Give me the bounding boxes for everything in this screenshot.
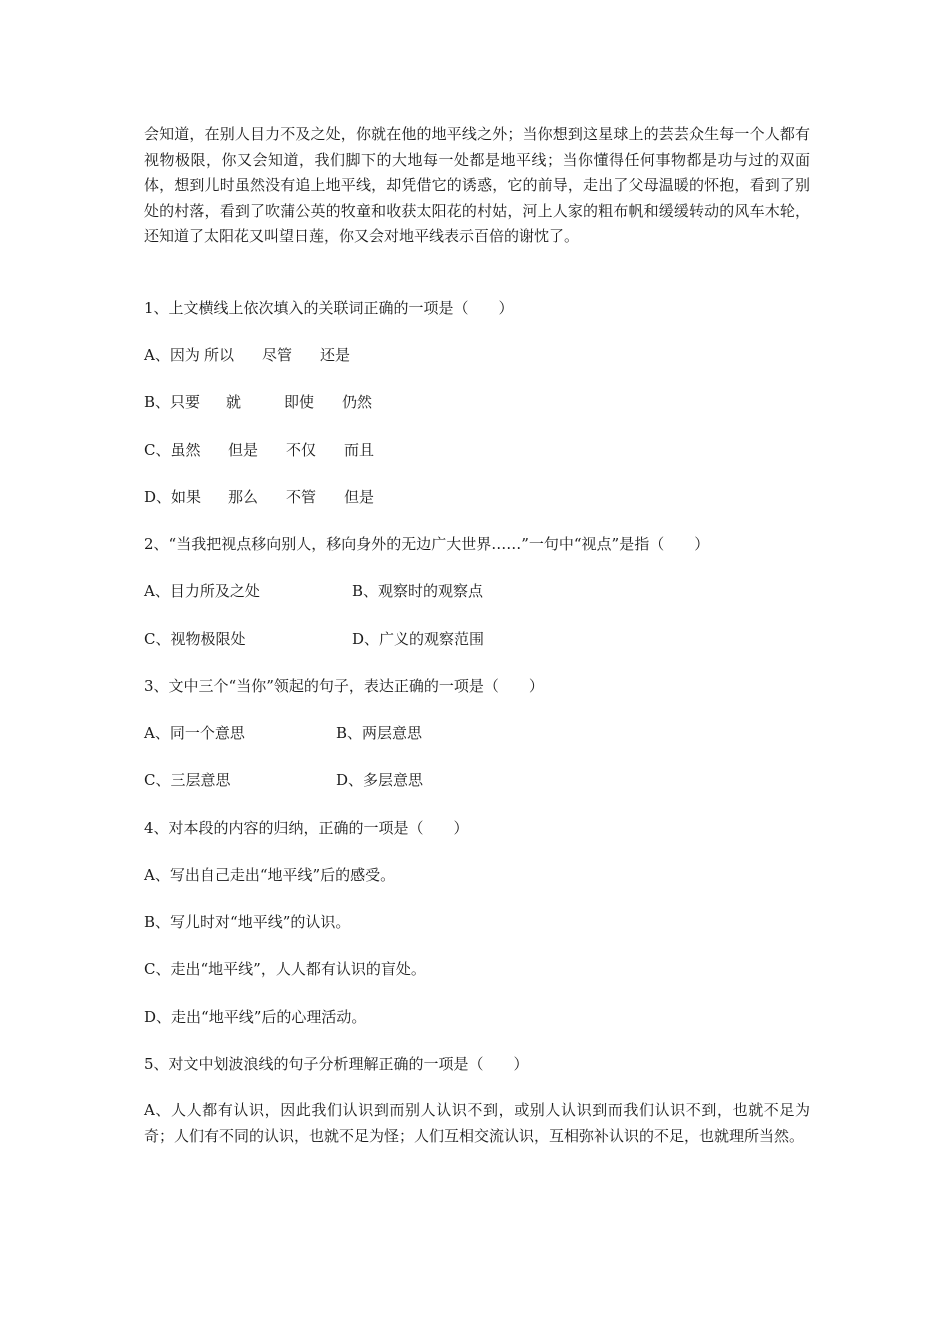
q2-option-a: A、目力所及之处 [144, 582, 260, 600]
q1-option-b-4: 仍然 [342, 393, 373, 411]
q4-option-d: D、走出“地平线”后的心理活动。 [144, 1008, 367, 1026]
q3-options-row-2 [144, 770, 423, 790]
q1-option-b-2: 就 [226, 393, 242, 411]
q3-stem: 3、文中三个“当你”领起的句子，表达正确的一项是（ ） [144, 677, 544, 695]
q3-option-d: D、多层意思 [336, 771, 424, 789]
q1-stem: 1、上文横线上依次填入的关联词正确的一项是（ ） [144, 299, 514, 317]
q1-option-c [144, 440, 374, 460]
q5-option-a: A、人人都有认识，因此我们认识到而别人认识不到，或别人认识到而我们认识不到，也就不足为奇；人们有不同的认识，也就不足为怪；人们互相交流认识，互相弥补认识的不足，也就理所当然。 [144, 1101, 810, 1145]
q2-option-d: D、广义的观察范围 [352, 630, 485, 648]
q2-option-b: B、观察时的观察点 [352, 582, 484, 600]
q1-option-a-4: 还是 [320, 346, 351, 364]
q2-options-row-1 [144, 581, 483, 601]
q1-option-d-3: 不管 [286, 488, 317, 506]
q1-option-b-1: B、只要 [144, 393, 201, 411]
q4-option-a: A、写出自己走出“地平线”后的感受。 [144, 866, 396, 884]
q1-option-d-4: 但是 [344, 488, 375, 506]
q4-stem: 4、对本段的内容的归纳，正确的一项是（ ） [144, 819, 469, 837]
q2-stem: 2、“当我把视点移向别人，移向身外的无边广大世界……”一句中“视点”是指（ ） [144, 535, 710, 553]
q1-option-c-4: 而且 [344, 441, 375, 459]
q1-option-a-3: 尽管 [262, 346, 293, 364]
q3-option-c: C、三层意思 [144, 771, 231, 789]
q1-option-a-1: A、因为 [144, 346, 200, 364]
q1-option-c-3: 不仅 [286, 441, 317, 459]
q3-option-b: B、两层意思 [336, 724, 423, 742]
q1-option-b-3: 即使 [284, 393, 315, 411]
q3-option-a: A、同一个意思 [144, 724, 245, 742]
q2-option-c: C、视物极限处 [144, 630, 246, 648]
q1-option-c-2: 但是 [228, 441, 259, 459]
q4-option-c: C、走出“地平线”，人人都有认识的盲处。 [144, 960, 426, 978]
q1-option-a-2: 所以 [204, 346, 235, 364]
q3-options-row-1 [144, 723, 422, 743]
q1-option-c-1: C、虽然 [144, 441, 201, 459]
q1-option-d-2: 那么 [228, 488, 259, 506]
intro-paragraph: 会知道，在别人目力不及之处，你就在他的地平线之外；当你想到这星球上的芸芸众生每一个人都有视物极限，你又会知道，我们脚下的大地每一处都是地平线；当你懂得任何事物都是功与过的双面体，想到儿时虽然没有追上地平线，却凭借它的诱惑，它的前导，走出了父母温暖的怀抱，看到了别处的村落，看到了吹蒲公英的牧童和收获太阳花的村姑，河上人家的粗布帆和缓缓转动的风车木轮，还知道了太阳花又叫望日莲，你又会对地平线表示百倍的谢忱了。 [144, 125, 810, 245]
q1-option-d-1: D、如果 [144, 488, 202, 506]
q5-stem: 5、对文中划波浪线的句子分析理解正确的一项是（ ） [144, 1055, 529, 1073]
q2-options-row-2 [144, 629, 484, 649]
q1-option-d [144, 487, 374, 507]
q1-option-a [144, 345, 350, 365]
q1-option-b [144, 392, 372, 412]
q4-option-b: B、写儿时对“地平线”的认识。 [144, 913, 351, 931]
